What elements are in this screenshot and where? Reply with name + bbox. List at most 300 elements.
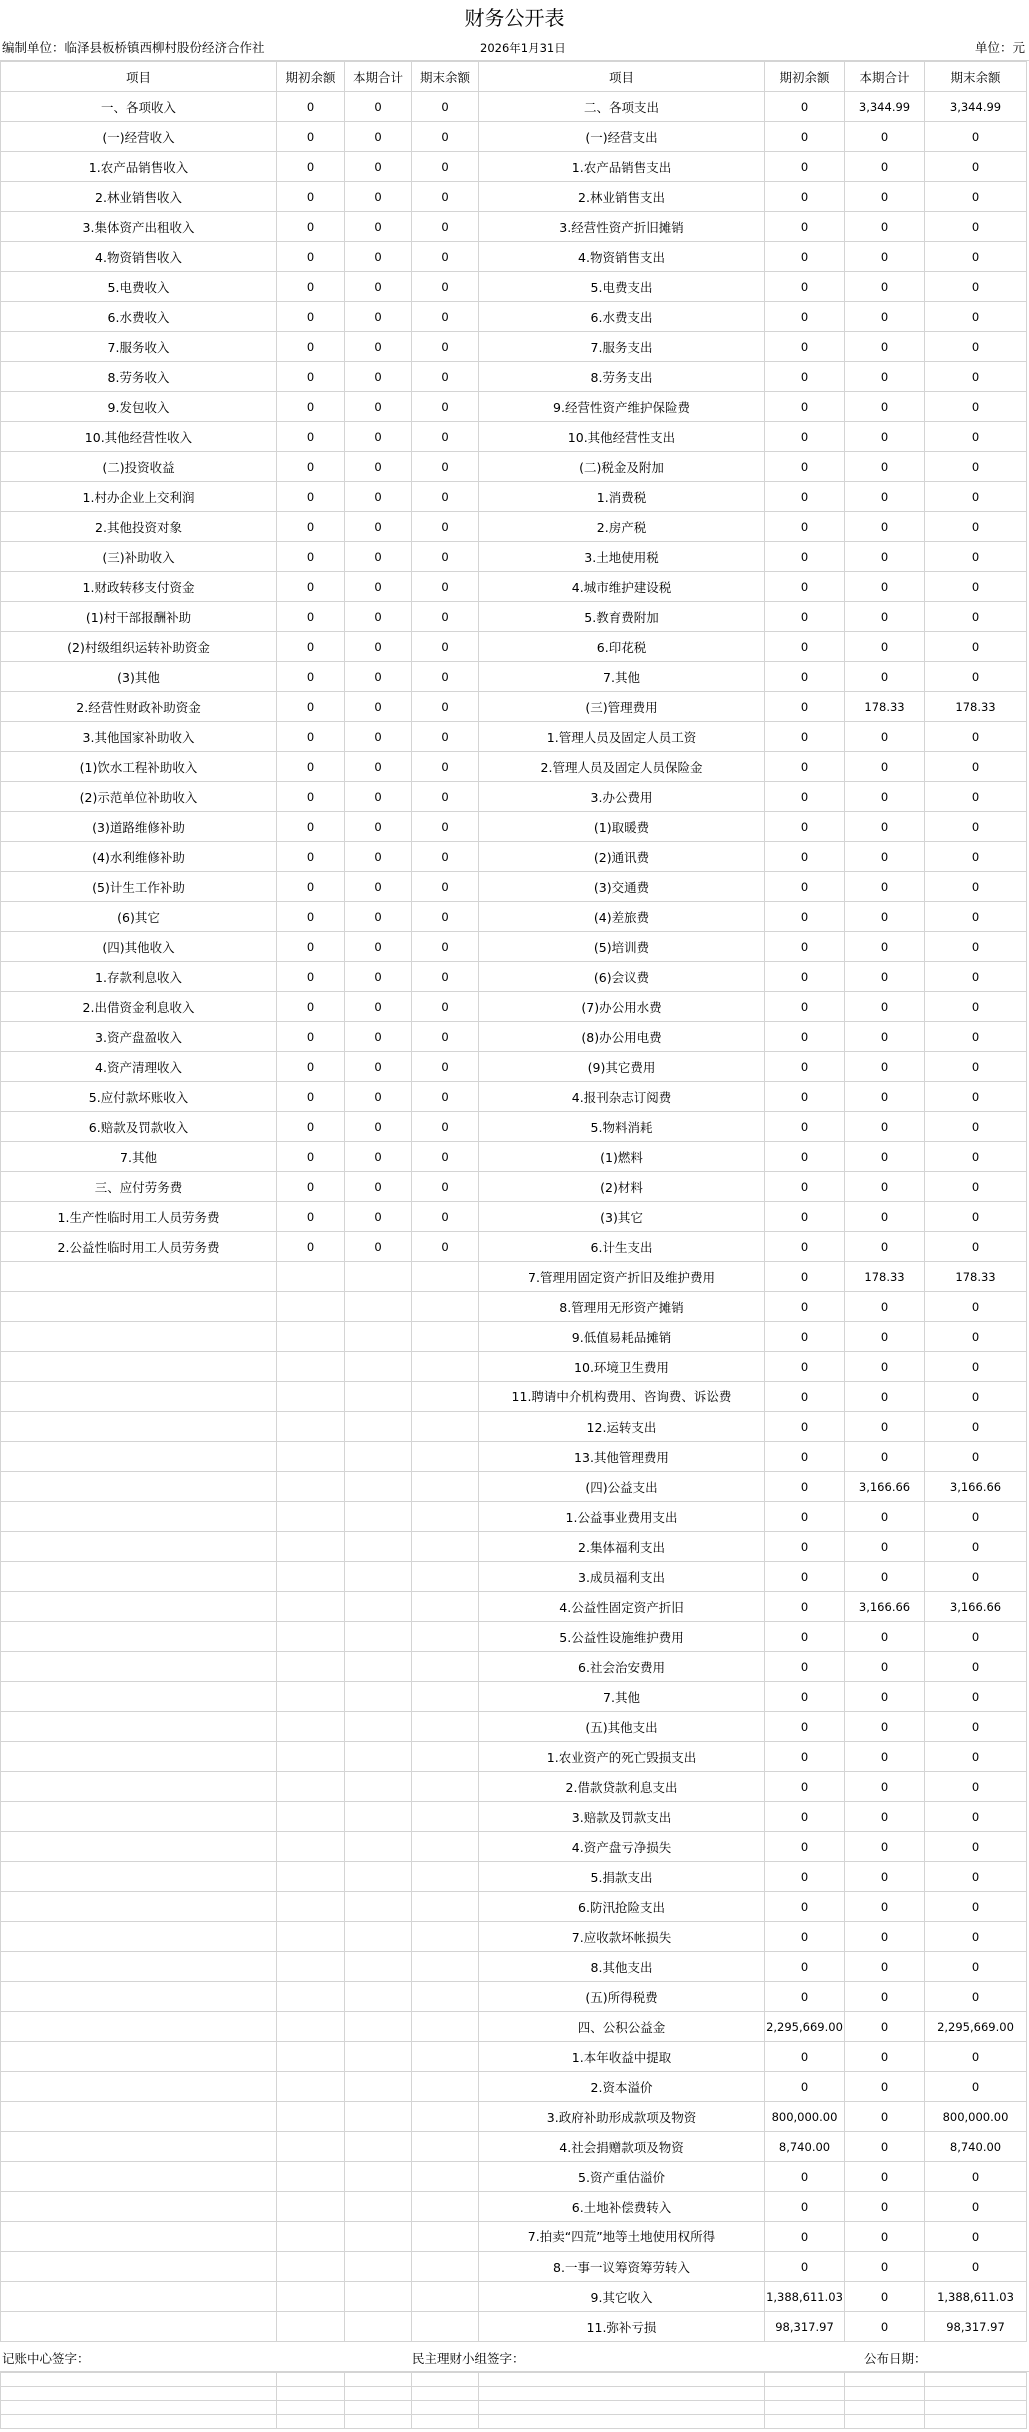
income-opening-cell bbox=[277, 1832, 345, 1862]
income-item-cell: 5.应付款坏账收入 bbox=[1, 1082, 277, 1112]
income-opening-cell bbox=[277, 1292, 345, 1322]
expense-opening-cell: 0 bbox=[765, 842, 845, 872]
income-item-cell bbox=[1, 1982, 277, 2012]
expense-closing-cell: 0 bbox=[925, 1322, 1027, 1352]
expense-closing-cell: 0 bbox=[925, 1832, 1027, 1862]
income-period-cell bbox=[345, 1802, 412, 1832]
expense-closing-cell: 0 bbox=[925, 152, 1027, 182]
header-opening-left: 期初余额 bbox=[277, 62, 345, 92]
income-item-cell bbox=[1, 1682, 277, 1712]
expense-period-cell: 0 bbox=[845, 542, 925, 572]
header-period-left: 本期合计 bbox=[345, 62, 412, 92]
income-period-cell bbox=[345, 1412, 412, 1442]
expense-closing-cell: 0 bbox=[925, 392, 1027, 422]
table-row bbox=[1, 1862, 1027, 1892]
income-period-cell: 0 bbox=[345, 392, 412, 422]
expense-opening-cell: 0 bbox=[765, 1442, 845, 1472]
income-opening-cell bbox=[277, 1472, 345, 1502]
expense-closing-cell: 0 bbox=[925, 1862, 1027, 1892]
income-opening-cell bbox=[277, 1322, 345, 1352]
income-period-cell bbox=[345, 1502, 412, 1532]
expense-closing-cell: 3,166.66 bbox=[925, 1472, 1027, 1502]
table-row bbox=[1, 812, 1027, 842]
expense-period-cell: 0 bbox=[845, 2252, 925, 2282]
income-closing-cell bbox=[412, 2312, 479, 2342]
expense-opening-cell: 0 bbox=[765, 1292, 845, 1322]
income-period-cell bbox=[345, 1712, 412, 1742]
expense-opening-cell: 0 bbox=[765, 782, 845, 812]
table-row bbox=[1, 1172, 1027, 1202]
expense-item-cell: 3.土地使用税 bbox=[479, 542, 765, 572]
income-opening-cell: 0 bbox=[277, 362, 345, 392]
table-row bbox=[1, 1802, 1027, 1832]
expense-period-cell: 0 bbox=[845, 362, 925, 392]
expense-period-cell: 0 bbox=[845, 632, 925, 662]
expense-item-cell: 11.聘请中介机构费用、咨询费、诉讼费 bbox=[479, 1382, 765, 1412]
income-opening-cell: 0 bbox=[277, 1172, 345, 1202]
income-opening-cell bbox=[277, 1592, 345, 1622]
blank-cell bbox=[1, 2373, 277, 2387]
income-item-cell bbox=[1, 1592, 277, 1622]
income-opening-cell: 0 bbox=[277, 1112, 345, 1142]
expense-period-cell: 0 bbox=[845, 2282, 925, 2312]
report-title: 财务公开表 bbox=[464, 6, 565, 30]
income-period-cell: 0 bbox=[345, 362, 412, 392]
expense-opening-cell: 0 bbox=[765, 1562, 845, 1592]
expense-closing-cell: 0 bbox=[925, 212, 1027, 242]
income-opening-cell: 0 bbox=[277, 602, 345, 632]
income-opening-cell: 0 bbox=[277, 662, 345, 692]
income-item-cell: 1.存款利息收入 bbox=[1, 962, 277, 992]
income-period-cell bbox=[345, 1622, 412, 1652]
blank-cell bbox=[845, 2387, 925, 2401]
income-opening-cell: 0 bbox=[277, 992, 345, 1022]
expense-opening-cell: 0 bbox=[765, 1712, 845, 1742]
income-opening-cell: 0 bbox=[277, 752, 345, 782]
income-opening-cell bbox=[277, 2192, 345, 2222]
expense-item-cell: 8.管理用无形资产摊销 bbox=[479, 1292, 765, 1322]
blank-cell bbox=[479, 2373, 765, 2387]
expense-period-cell: 0 bbox=[845, 1832, 925, 1862]
expense-period-cell: 0 bbox=[845, 1862, 925, 1892]
expense-opening-cell: 0 bbox=[765, 602, 845, 632]
expense-opening-cell: 0 bbox=[765, 512, 845, 542]
table-row bbox=[1, 1292, 1027, 1322]
expense-closing-cell: 0 bbox=[925, 422, 1027, 452]
income-closing-cell bbox=[412, 1682, 479, 1712]
blank-cell bbox=[1, 2387, 277, 2401]
expense-opening-cell: 0 bbox=[765, 1982, 845, 2012]
expense-closing-cell: 0 bbox=[925, 1892, 1027, 1922]
table-row bbox=[1, 1562, 1027, 1592]
expense-opening-cell: 0 bbox=[765, 1502, 845, 1532]
expense-item-cell: (二)税金及附加 bbox=[479, 452, 765, 482]
income-opening-cell bbox=[277, 1952, 345, 1982]
income-closing-cell bbox=[412, 1412, 479, 1442]
income-closing-cell bbox=[412, 1382, 479, 1412]
expense-item-cell: 6.社会治安费用 bbox=[479, 1652, 765, 1682]
expense-opening-cell: 0 bbox=[765, 1262, 845, 1292]
expense-item-cell: 9.经营性资产维护保险费 bbox=[479, 392, 765, 422]
income-opening-cell bbox=[277, 2102, 345, 2132]
income-period-cell bbox=[345, 1952, 412, 1982]
expense-period-cell: 0 bbox=[845, 122, 925, 152]
income-period-cell: 0 bbox=[345, 302, 412, 332]
expense-period-cell: 0 bbox=[845, 512, 925, 542]
table-row bbox=[1, 152, 1027, 182]
expense-item-cell: 1.公益事业费用支出 bbox=[479, 1502, 765, 1532]
expense-period-cell: 0 bbox=[845, 2312, 925, 2342]
expense-item-cell: (2)通讯费 bbox=[479, 842, 765, 872]
income-item-cell: (2)示范单位补助收入 bbox=[1, 782, 277, 812]
income-closing-cell: 0 bbox=[412, 542, 479, 572]
blank-cell bbox=[845, 2373, 925, 2387]
income-item-cell: 2.经营性财政补助资金 bbox=[1, 692, 277, 722]
expense-item-cell: 3.政府补助形成款项及物资 bbox=[479, 2102, 765, 2132]
table-row bbox=[1, 2282, 1027, 2312]
table-row bbox=[1, 332, 1027, 362]
expense-item-cell: 9.其它收入 bbox=[479, 2282, 765, 2312]
table-row bbox=[1, 602, 1027, 632]
income-opening-cell bbox=[277, 1532, 345, 1562]
blank-grid bbox=[0, 2372, 1027, 2429]
income-closing-cell: 0 bbox=[412, 902, 479, 932]
income-period-cell bbox=[345, 1862, 412, 1892]
expense-item-cell: 7.应收款坏帐损失 bbox=[479, 1922, 765, 1952]
table-row bbox=[1, 1982, 1027, 2012]
income-closing-cell: 0 bbox=[412, 632, 479, 662]
expense-closing-cell: 0 bbox=[925, 782, 1027, 812]
table-row bbox=[1, 1832, 1027, 1862]
income-item-cell: (4)水利维修补助 bbox=[1, 842, 277, 872]
expense-opening-cell: 0 bbox=[765, 752, 845, 782]
expense-item-cell: 2.林业销售支出 bbox=[479, 182, 765, 212]
income-period-cell: 0 bbox=[345, 752, 412, 782]
income-closing-cell: 0 bbox=[412, 722, 479, 752]
income-closing-cell bbox=[412, 1982, 479, 2012]
income-opening-cell: 0 bbox=[277, 122, 345, 152]
expense-closing-cell: 0 bbox=[925, 1202, 1027, 1232]
expense-period-cell: 0 bbox=[845, 842, 925, 872]
table-row bbox=[1, 542, 1027, 572]
income-period-cell: 0 bbox=[345, 722, 412, 752]
table-row bbox=[1, 1112, 1027, 1142]
income-opening-cell: 0 bbox=[277, 812, 345, 842]
expense-item-cell: (1)燃料 bbox=[479, 1142, 765, 1172]
expense-closing-cell: 1,388,611.03 bbox=[925, 2282, 1027, 2312]
expense-item-cell: 4.报刊杂志订阅费 bbox=[479, 1082, 765, 1112]
income-item-cell: (2)村级组织运转补助资金 bbox=[1, 632, 277, 662]
expense-period-cell: 0 bbox=[845, 1322, 925, 1352]
income-period-cell bbox=[345, 2012, 412, 2042]
expense-item-cell: 3.经营性资产折旧摊销 bbox=[479, 212, 765, 242]
expense-period-cell: 0 bbox=[845, 1022, 925, 1052]
income-period-cell: 0 bbox=[345, 1142, 412, 1172]
income-period-cell: 0 bbox=[345, 842, 412, 872]
expense-period-cell: 0 bbox=[845, 1652, 925, 1682]
table-row bbox=[1, 752, 1027, 782]
expense-opening-cell: 0 bbox=[765, 2222, 845, 2252]
expense-opening-cell: 0 bbox=[765, 1922, 845, 1952]
expense-period-cell: 0 bbox=[845, 2132, 925, 2162]
income-closing-cell bbox=[412, 1892, 479, 1922]
income-closing-cell: 0 bbox=[412, 422, 479, 452]
header-closing-right: 期末余额 bbox=[925, 62, 1027, 92]
table-row bbox=[1, 992, 1027, 1022]
expense-item-cell: 1.消费税 bbox=[479, 482, 765, 512]
income-period-cell bbox=[345, 1592, 412, 1622]
income-opening-cell: 0 bbox=[277, 932, 345, 962]
income-period-cell bbox=[345, 1292, 412, 1322]
expense-item-cell: 4.资产盘亏净损失 bbox=[479, 1832, 765, 1862]
expense-closing-cell: 0 bbox=[925, 1922, 1027, 1952]
income-item-cell: (5)计生工作补助 bbox=[1, 872, 277, 902]
blank-cell bbox=[925, 2387, 1027, 2401]
expense-item-cell: 8.劳务支出 bbox=[479, 362, 765, 392]
expense-closing-cell: 800,000.00 bbox=[925, 2102, 1027, 2132]
income-closing-cell bbox=[412, 1352, 479, 1382]
income-item-cell: 1.村办企业上交利润 bbox=[1, 482, 277, 512]
expense-period-cell: 0 bbox=[845, 1682, 925, 1712]
income-item-cell: 2.公益性临时用工人员劳务费 bbox=[1, 1232, 277, 1262]
expense-closing-cell: 3,344.99 bbox=[925, 92, 1027, 122]
expense-opening-cell: 0 bbox=[765, 1742, 845, 1772]
report-date: 2026年1月31日 bbox=[480, 41, 566, 55]
income-period-cell: 0 bbox=[345, 1022, 412, 1052]
expense-opening-cell: 0 bbox=[765, 542, 845, 572]
table-row bbox=[1, 1652, 1027, 1682]
income-closing-cell: 0 bbox=[412, 1232, 479, 1262]
expense-opening-cell: 0 bbox=[765, 92, 845, 122]
blank-cell bbox=[479, 2415, 765, 2429]
expense-item-cell: (6)会议费 bbox=[479, 962, 765, 992]
income-closing-cell bbox=[412, 1322, 479, 1352]
expense-closing-cell: 0 bbox=[925, 1172, 1027, 1202]
expense-closing-cell: 0 bbox=[925, 332, 1027, 362]
expense-period-cell: 0 bbox=[845, 722, 925, 752]
expense-closing-cell: 0 bbox=[925, 1652, 1027, 1682]
income-opening-cell: 0 bbox=[277, 1052, 345, 1082]
table-row bbox=[1, 122, 1027, 152]
table-row bbox=[1, 1502, 1027, 1532]
income-period-cell: 0 bbox=[345, 1052, 412, 1082]
income-item-cell: 1.生产性临时用工人员劳务费 bbox=[1, 1202, 277, 1232]
expense-closing-cell: 0 bbox=[925, 452, 1027, 482]
expense-opening-cell: 0 bbox=[765, 812, 845, 842]
income-item-cell bbox=[1, 1292, 277, 1322]
income-opening-cell: 0 bbox=[277, 722, 345, 752]
table-row bbox=[1, 1142, 1027, 1172]
income-item-cell bbox=[1, 1832, 277, 1862]
table-row bbox=[1, 782, 1027, 812]
income-item-cell: 8.劳务收入 bbox=[1, 362, 277, 392]
income-item-cell bbox=[1, 1262, 277, 1292]
expense-period-cell: 0 bbox=[845, 572, 925, 602]
expense-closing-cell: 0 bbox=[925, 1682, 1027, 1712]
expense-closing-cell: 0 bbox=[925, 902, 1027, 932]
expense-period-cell: 178.33 bbox=[845, 1262, 925, 1292]
expense-period-cell: 0 bbox=[845, 1562, 925, 1592]
income-item-cell: (三)补助收入 bbox=[1, 542, 277, 572]
expense-closing-cell: 0 bbox=[925, 2252, 1027, 2282]
expense-opening-cell: 0 bbox=[765, 1322, 845, 1352]
income-item-cell: (1)饮水工程补助收入 bbox=[1, 752, 277, 782]
expense-item-cell: 2.借款贷款利息支出 bbox=[479, 1772, 765, 1802]
expense-opening-cell: 0 bbox=[765, 1622, 845, 1652]
table-row bbox=[1, 512, 1027, 542]
expense-item-cell: (五)所得税费 bbox=[479, 1982, 765, 2012]
expense-closing-cell: 0 bbox=[925, 1952, 1027, 1982]
income-opening-cell bbox=[277, 1682, 345, 1712]
expense-item-cell: 2.集体福利支出 bbox=[479, 1532, 765, 1562]
income-item-cell: 4.资产清理收入 bbox=[1, 1052, 277, 1082]
expense-item-cell: (7)办公用水费 bbox=[479, 992, 765, 1022]
expense-closing-cell: 0 bbox=[925, 1532, 1027, 1562]
expense-period-cell: 0 bbox=[845, 1712, 925, 1742]
expense-item-cell: 5.捐款支出 bbox=[479, 1862, 765, 1892]
income-period-cell: 0 bbox=[345, 662, 412, 692]
expense-item-cell: (一)经营支出 bbox=[479, 122, 765, 152]
income-closing-cell: 0 bbox=[412, 182, 479, 212]
expense-closing-cell: 0 bbox=[925, 1292, 1027, 1322]
expense-item-cell: 6.土地补偿费转入 bbox=[479, 2192, 765, 2222]
expense-closing-cell: 0 bbox=[925, 1442, 1027, 1472]
income-closing-cell: 0 bbox=[412, 782, 479, 812]
expense-item-cell: (五)其他支出 bbox=[479, 1712, 765, 1742]
expense-closing-cell: 0 bbox=[925, 1232, 1027, 1262]
income-opening-cell: 0 bbox=[277, 302, 345, 332]
expense-item-cell: 5.物料消耗 bbox=[479, 1112, 765, 1142]
expense-opening-cell: 0 bbox=[765, 1172, 845, 1202]
income-opening-cell: 0 bbox=[277, 872, 345, 902]
income-closing-cell: 0 bbox=[412, 872, 479, 902]
income-period-cell: 0 bbox=[345, 422, 412, 452]
table-row bbox=[1, 1442, 1027, 1472]
table-row bbox=[1, 1622, 1027, 1652]
expense-item-cell: 8.其他支出 bbox=[479, 1952, 765, 1982]
expense-item-cell: (5)培训费 bbox=[479, 932, 765, 962]
expense-item-cell: 4.物资销售支出 bbox=[479, 242, 765, 272]
expense-period-cell: 0 bbox=[845, 392, 925, 422]
expense-opening-cell: 0 bbox=[765, 1142, 845, 1172]
income-item-cell bbox=[1, 1622, 277, 1652]
expense-period-cell: 0 bbox=[845, 1772, 925, 1802]
income-opening-cell: 0 bbox=[277, 1202, 345, 1232]
income-period-cell: 0 bbox=[345, 182, 412, 212]
table-row bbox=[1, 392, 1027, 422]
expense-closing-cell: 0 bbox=[925, 272, 1027, 302]
income-period-cell bbox=[345, 1442, 412, 1472]
income-period-cell: 0 bbox=[345, 1172, 412, 1202]
expense-period-cell: 0 bbox=[845, 872, 925, 902]
income-item-cell bbox=[1, 2222, 277, 2252]
expense-closing-cell: 2,295,669.00 bbox=[925, 2012, 1027, 2042]
income-opening-cell: 0 bbox=[277, 542, 345, 572]
income-item-cell bbox=[1, 1742, 277, 1772]
income-opening-cell bbox=[277, 1382, 345, 1412]
income-opening-cell: 0 bbox=[277, 782, 345, 812]
table-row bbox=[1, 1472, 1027, 1502]
table-row bbox=[1, 2192, 1027, 2222]
income-period-cell bbox=[345, 1982, 412, 2012]
income-opening-cell bbox=[277, 1712, 345, 1742]
expense-item-cell: 4.城市维护建设税 bbox=[479, 572, 765, 602]
expense-opening-cell: 0 bbox=[765, 182, 845, 212]
income-period-cell: 0 bbox=[345, 512, 412, 542]
expense-closing-cell: 0 bbox=[925, 1622, 1027, 1652]
expense-item-cell: 7.服务支出 bbox=[479, 332, 765, 362]
income-item-cell: (1)村干部报酬补助 bbox=[1, 602, 277, 632]
income-period-cell bbox=[345, 1742, 412, 1772]
table-row bbox=[1, 1052, 1027, 1082]
income-opening-cell bbox=[277, 1982, 345, 2012]
expense-item-cell: 4.社会捐赠款项及物资 bbox=[479, 2132, 765, 2162]
income-item-cell bbox=[1, 2252, 277, 2282]
income-opening-cell bbox=[277, 1802, 345, 1832]
income-closing-cell: 0 bbox=[412, 332, 479, 362]
income-closing-cell: 0 bbox=[412, 1142, 479, 1172]
currency-unit: 单位：元 bbox=[974, 40, 1025, 55]
expense-period-cell: 0 bbox=[845, 1082, 925, 1112]
blank-cell bbox=[765, 2401, 845, 2415]
expense-closing-cell: 0 bbox=[925, 1562, 1027, 1592]
blank-cell bbox=[925, 2373, 1027, 2387]
income-opening-cell: 0 bbox=[277, 962, 345, 992]
expense-item-cell: (四)公益支出 bbox=[479, 1472, 765, 1502]
expense-closing-cell: 0 bbox=[925, 932, 1027, 962]
income-period-cell: 0 bbox=[345, 1082, 412, 1112]
income-item-cell: (二)投资收益 bbox=[1, 452, 277, 482]
income-period-cell: 0 bbox=[345, 872, 412, 902]
expense-item-cell: 12.运转支出 bbox=[479, 1412, 765, 1442]
expense-opening-cell: 0 bbox=[765, 1592, 845, 1622]
expense-closing-cell: 0 bbox=[925, 1502, 1027, 1532]
income-item-cell: 3.资产盘盈收入 bbox=[1, 1022, 277, 1052]
expense-opening-cell: 0 bbox=[765, 2042, 845, 2072]
expense-opening-cell: 0 bbox=[765, 1352, 845, 1382]
income-item-cell bbox=[1, 1322, 277, 1352]
blank-cell bbox=[277, 2415, 345, 2429]
expense-closing-cell: 178.33 bbox=[925, 1262, 1027, 1292]
table-row bbox=[1, 2042, 1027, 2072]
income-period-cell: 0 bbox=[345, 812, 412, 842]
income-opening-cell: 0 bbox=[277, 332, 345, 362]
income-period-cell: 0 bbox=[345, 242, 412, 272]
income-period-cell: 0 bbox=[345, 782, 412, 812]
expense-period-cell: 0 bbox=[845, 302, 925, 332]
income-item-cell: 2.其他投资对象 bbox=[1, 512, 277, 542]
income-opening-cell bbox=[277, 1412, 345, 1442]
expense-opening-cell: 0 bbox=[765, 1232, 845, 1262]
expense-closing-cell: 0 bbox=[925, 1802, 1027, 1832]
expense-period-cell: 0 bbox=[845, 782, 925, 812]
expense-item-cell: 1.本年收益中提取 bbox=[479, 2042, 765, 2072]
expense-period-cell: 0 bbox=[845, 1352, 925, 1382]
expense-item-cell: 9.低值易耗品摊销 bbox=[479, 1322, 765, 1352]
income-closing-cell: 0 bbox=[412, 1202, 479, 1232]
blank-cell bbox=[1, 2415, 277, 2429]
expense-opening-cell: 0 bbox=[765, 962, 845, 992]
expense-period-cell: 0 bbox=[845, 1142, 925, 1172]
table-row bbox=[1, 1922, 1027, 1952]
income-item-cell bbox=[1, 1802, 277, 1832]
income-item-cell bbox=[1, 2192, 277, 2222]
income-item-cell: 3.集体资产出租收入 bbox=[1, 212, 277, 242]
income-item-cell bbox=[1, 1412, 277, 1442]
income-item-cell bbox=[1, 1652, 277, 1682]
blank-cell bbox=[1, 2401, 277, 2415]
income-opening-cell bbox=[277, 1622, 345, 1652]
